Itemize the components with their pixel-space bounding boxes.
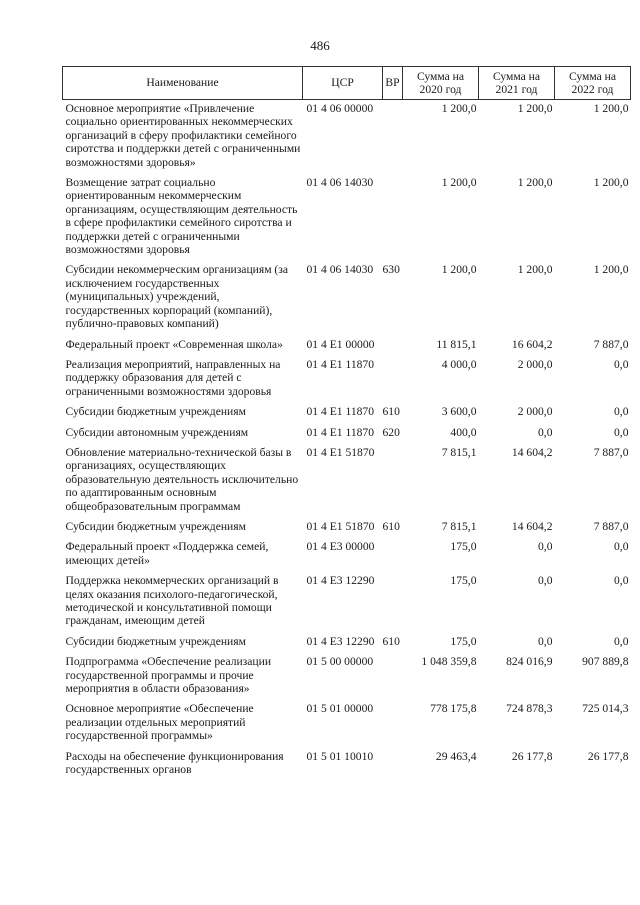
cell-name: Поддержка некоммерческих организаций в целях оказания психолого-педагогической, методической и консультативной помощи гражданам, имеющим детей <box>65 574 279 628</box>
cell-vr <box>383 444 403 518</box>
cell-sum-2022: 1 200,0 <box>593 176 629 190</box>
cell-sum-2022: 1 200,0 <box>593 102 629 115</box>
table-body <box>63 100 631 782</box>
cell-sum-2020: 7 815,1 <box>441 519 477 533</box>
cell-sum-2021: 14 604,2 <box>511 519 553 533</box>
cell-name: Федеральный проект «Поддержка семей, имеющих детей» <box>65 540 269 567</box>
cell-sum-2020: 175,0 <box>450 574 477 588</box>
cell-name: Расходы на обеспечение функционирования государственных органов <box>65 749 284 777</box>
cell-sum-2021: 1 200,0 <box>517 263 553 277</box>
cell-name: Основное мероприятие «Обеспечение реализации отдельных мероприятий государственной программы» <box>65 702 254 743</box>
cell-sum-2022: 7 887,0 <box>593 519 629 533</box>
cell-sum-2020: 29 463,4 <box>435 749 477 763</box>
header-csr: ЦСР <box>303 67 383 100</box>
page-number: 486 <box>310 38 330 53</box>
cell-sum-2020: 175,0 <box>450 540 477 554</box>
table-row <box>63 633 631 653</box>
table-row <box>63 424 631 444</box>
cell-csr: 01 4 E1 11870 <box>306 425 375 439</box>
cell-name: Федеральный проект «Современная школа» <box>65 337 283 351</box>
cell-name: Подпрограмма «Обеспечение реализации государственной программы и прочие мероприятия в области образования» <box>65 655 272 696</box>
cell-vr: 610 <box>382 519 400 533</box>
table-row <box>63 336 631 356</box>
table-row <box>63 444 631 518</box>
table-row <box>63 518 631 538</box>
cell-sum-2021: 1 200,0 <box>517 176 553 190</box>
cell-csr: 01 4 06 00000 <box>306 102 374 115</box>
cell-sum-2020: 1 200,0 <box>441 176 477 190</box>
cell-csr: 01 4 E1 11870 <box>306 405 375 419</box>
cell-sum-2020: 11 815,1 <box>436 337 477 351</box>
cell-vr <box>383 748 403 782</box>
table-row <box>63 174 631 261</box>
cell-sum-2020: 4 000,0 <box>441 357 477 371</box>
cell-vr: 620 <box>382 425 400 439</box>
cell-sum-2022: 0,0 <box>614 574 629 588</box>
table-row <box>63 403 631 423</box>
cell-sum-2022: 7 887,0 <box>593 445 629 459</box>
cell-sum-2021: 824 016,9 <box>506 655 553 669</box>
header-name: Наименование <box>63 67 303 100</box>
table-header <box>63 67 631 100</box>
table-row <box>63 356 631 403</box>
cell-vr: 610 <box>382 634 400 648</box>
cell-vr <box>383 100 403 175</box>
cell-sum-2021: 2 000,0 <box>517 357 553 371</box>
cell-sum-2021: 0,0 <box>538 425 553 439</box>
header-2020: Сумма на 2020 год <box>403 67 479 100</box>
cell-vr: 630 <box>382 263 400 277</box>
cell-csr: 01 4 E1 00000 <box>306 337 375 351</box>
cell-sum-2022: 0,0 <box>614 540 629 554</box>
cell-sum-2022: 1 200,0 <box>593 263 629 277</box>
cell-sum-2022: 0,0 <box>614 357 629 371</box>
cell-sum-2020: 778 175,8 <box>430 702 477 716</box>
cell-sum-2020: 3 600,0 <box>441 405 477 419</box>
cell-sum-2020: 1 048 359,8 <box>421 655 477 669</box>
cell-csr: 01 5 00 00000 <box>306 655 374 669</box>
cell-sum-2022: 7 887,0 <box>593 337 629 351</box>
cell-sum-2020: 1 200,0 <box>441 102 477 115</box>
cell-name: Субсидии автономным учреждениям <box>65 425 249 439</box>
cell-sum-2021: 16 604,2 <box>511 337 553 351</box>
cell-sum-2021: 724 878,3 <box>506 702 553 716</box>
cell-sum-2021: 0,0 <box>538 574 553 588</box>
cell-sum-2022: 0,0 <box>614 405 629 419</box>
cell-name: Субсидии бюджетным учреждениям <box>65 519 246 533</box>
cell-csr: 01 4 E3 00000 <box>306 540 375 554</box>
cell-csr: 01 4 06 14030 <box>306 176 374 190</box>
cell-sum-2022: 26 177,8 <box>587 749 629 763</box>
table-row <box>63 748 631 782</box>
cell-sum-2022: 725 014,3 <box>582 702 629 716</box>
budget-table <box>62 66 631 781</box>
cell-sum-2021: 0,0 <box>538 540 553 554</box>
cell-sum-2020: 7 815,1 <box>441 445 477 459</box>
table-row <box>63 538 631 572</box>
cell-sum-2022: 907 889,8 <box>582 655 629 669</box>
cell-sum-2021: 26 177,8 <box>511 749 553 763</box>
cell-csr: 01 5 01 10010 <box>306 749 374 763</box>
cell-csr: 01 4 E1 51870 <box>306 519 375 533</box>
cell-sum-2021: 0,0 <box>538 634 553 648</box>
cell-sum-2020: 400,0 <box>450 425 477 439</box>
header-2021: Сумма на 2021 год <box>479 67 555 100</box>
cell-vr: 610 <box>382 405 400 419</box>
table-row <box>63 653 631 700</box>
cell-csr: 01 4 E3 12290 <box>306 574 375 588</box>
table-row <box>63 572 631 633</box>
cell-sum-2021: 1 200,0 <box>517 102 553 115</box>
cell-sum-2022: 0,0 <box>614 425 629 439</box>
cell-name: Основное мероприятие «Привлечение социально ориентированных некоммерческих организаций в сферу профилактики семейного сиротства и поддержки детей с ограниченными возможностями здоровья» <box>65 102 301 169</box>
cell-vr <box>383 572 403 633</box>
cell-vr <box>383 538 403 572</box>
cell-csr: 01 4 E1 11870 <box>306 357 375 371</box>
cell-sum-2021: 2 000,0 <box>517 405 553 419</box>
cell-name: Субсидии бюджетным учреждениям <box>65 405 246 419</box>
cell-sum-2021: 14 604,2 <box>511 445 553 459</box>
cell-vr <box>383 700 403 747</box>
table-row <box>63 700 631 747</box>
cell-vr <box>383 336 403 356</box>
table-row <box>63 261 631 335</box>
cell-csr: 01 4 E1 51870 <box>306 445 375 459</box>
header-vr: ВР <box>383 67 403 100</box>
cell-name: Возмещение затрат социально ориентированным некоммерческим организациям, осуществляющим деятельность в сфере профилактики семейного сиротства и поддержки детей с ограниченными возможностями здоровья <box>65 176 298 257</box>
table-row <box>63 100 631 175</box>
cell-vr <box>383 653 403 700</box>
cell-vr <box>383 174 403 261</box>
header-2022: Сумма на 2022 год <box>555 67 631 100</box>
cell-csr: 01 5 01 00000 <box>306 702 374 716</box>
cell-sum-2022: 0,0 <box>614 634 629 648</box>
cell-sum-2020: 1 200,0 <box>441 263 477 277</box>
cell-csr: 01 4 06 14030 <box>306 263 374 277</box>
cell-name: Реализация мероприятий, направленных на поддержку образования для детей с ограниченными возможностями здоровья <box>65 357 281 398</box>
cell-vr <box>383 356 403 403</box>
cell-sum-2020: 175,0 <box>450 634 477 648</box>
cell-name: Субсидии бюджетным учреждениям <box>65 634 246 648</box>
cell-csr: 01 4 E3 12290 <box>306 634 375 648</box>
cell-name: Субсидии некоммерческим организациям (за исключением государственных (муниципальных) учреждений, государственных корпораций (компаний), публично-правовых компаний) <box>65 263 289 331</box>
cell-name: Обновление материально-технической базы в организациях, осуществляющих образовательную деятельность исключительно по адаптированным основным общеобразовательным программам <box>65 445 299 513</box>
